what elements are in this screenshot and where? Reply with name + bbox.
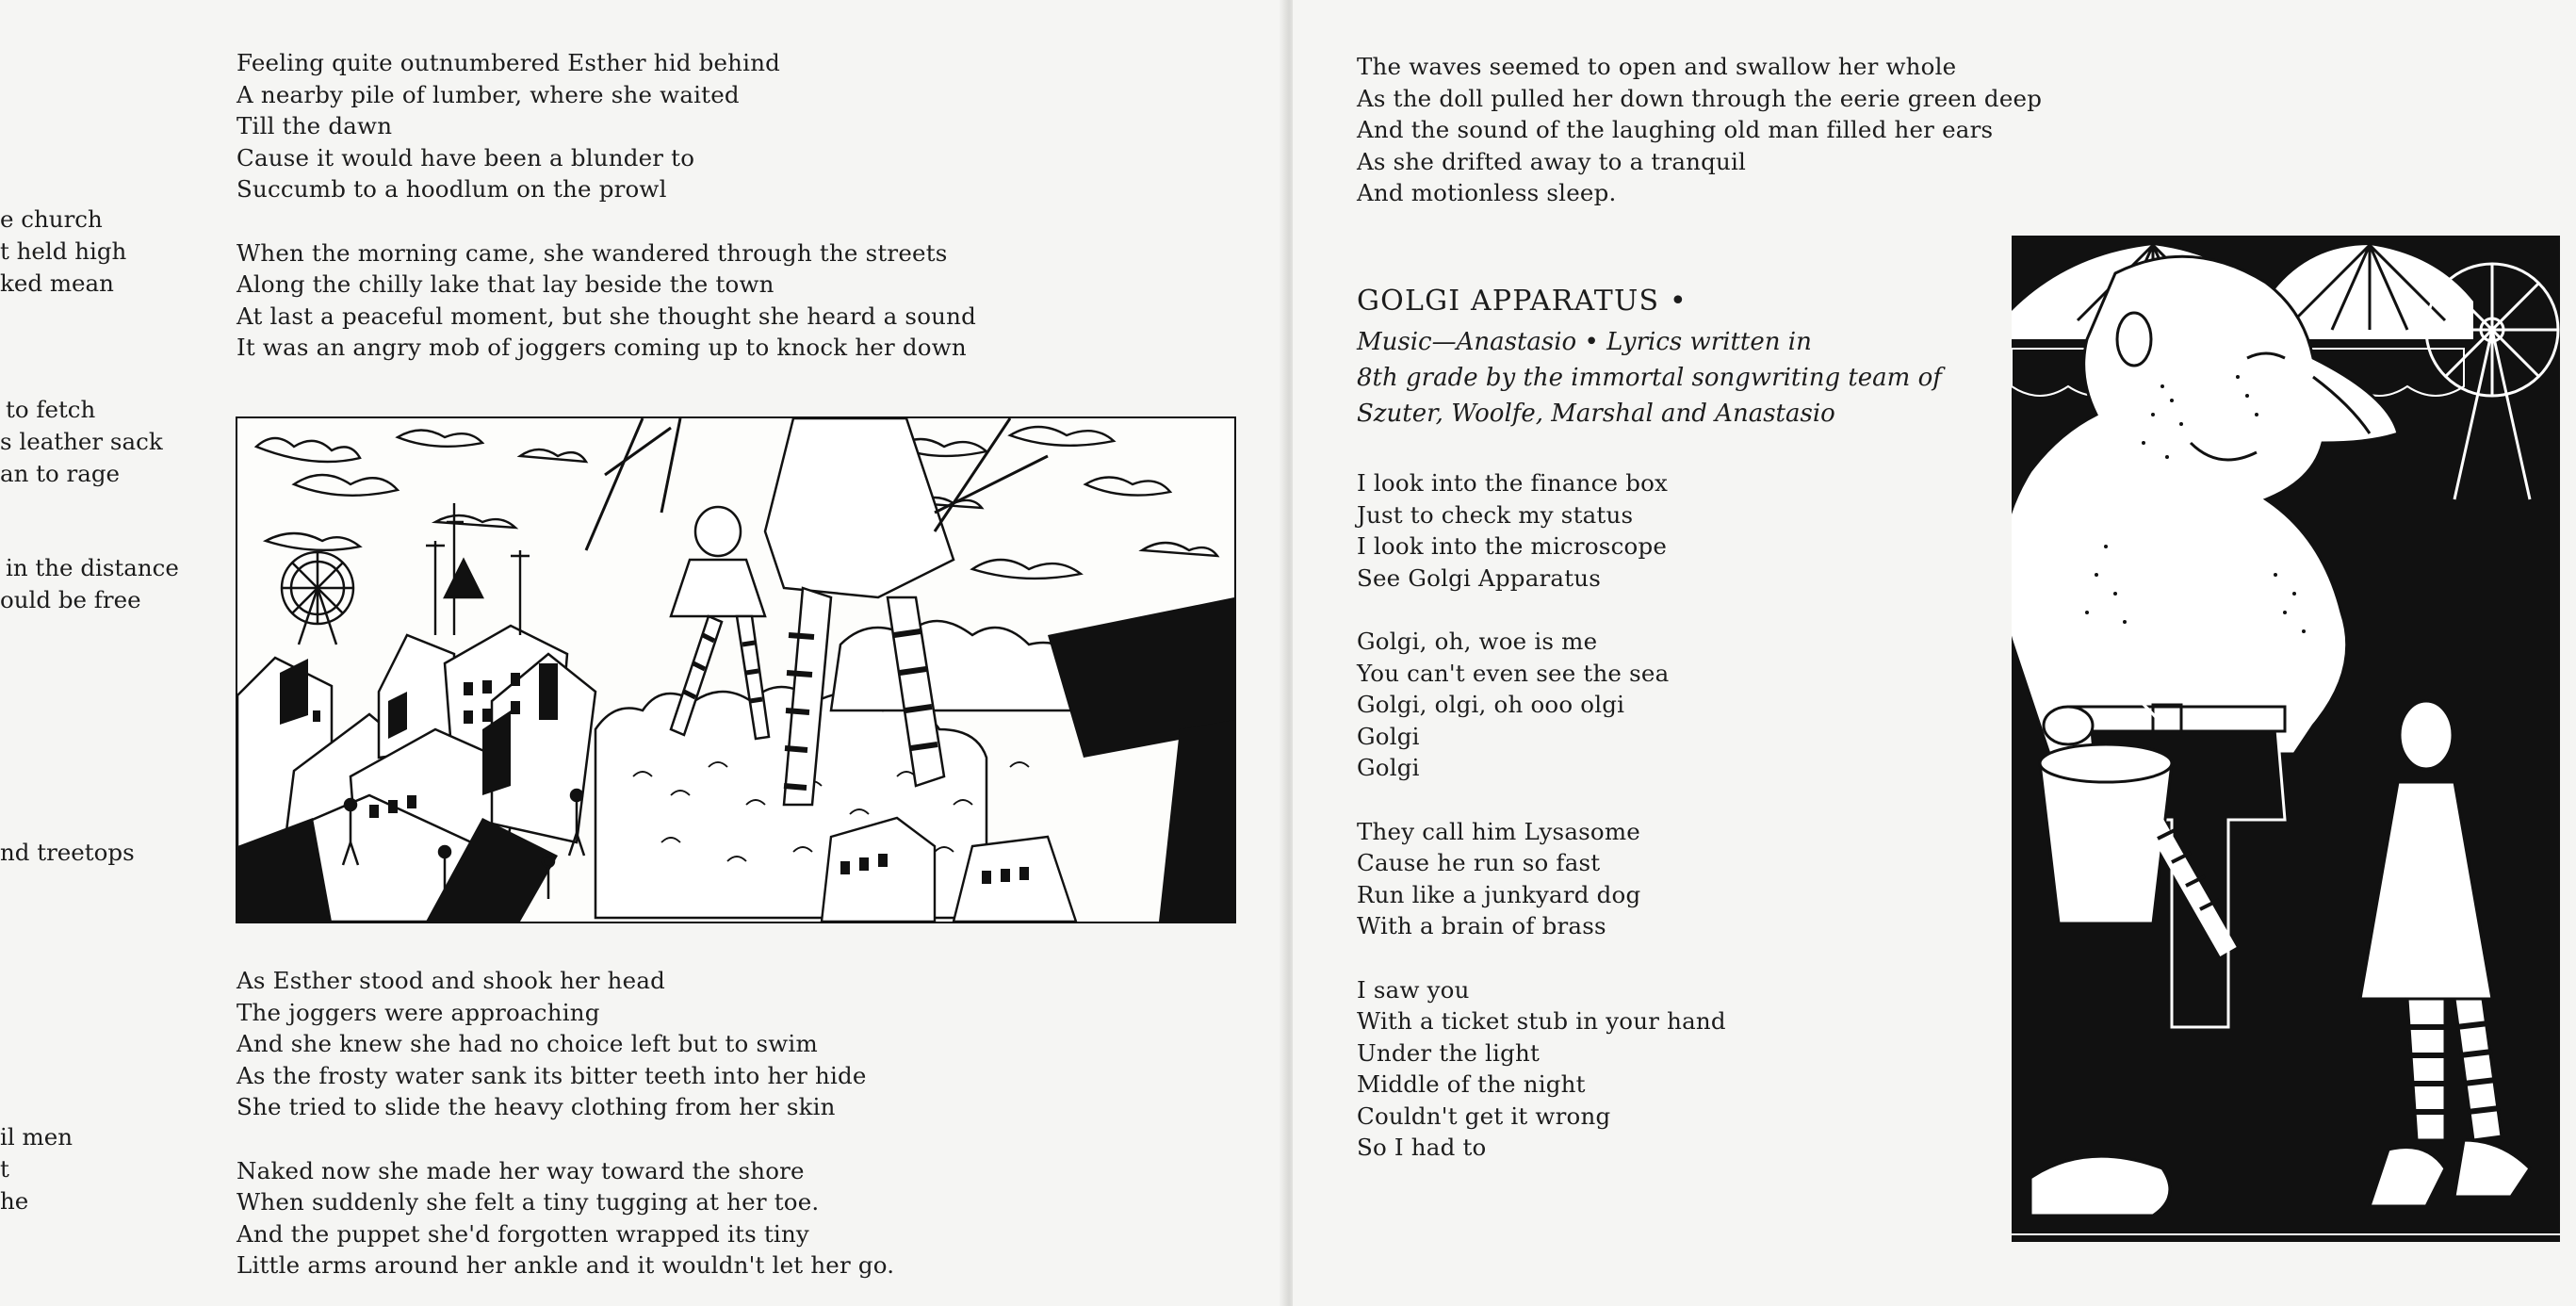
lyric-line: With a brain of brass xyxy=(1357,912,1606,940)
lyric-line: It was an angry mob of joggers coming up to knock her down xyxy=(236,334,967,362)
lyric-line: Cause he run so fast xyxy=(1357,849,1601,877)
lyric-line: Along the chilly lake that lay beside the town xyxy=(236,270,774,299)
lyric-line: And the puppet she'd forgotten wrapped its tiny xyxy=(236,1219,809,1248)
credit-line: Szuter, Woolfe, Marshal and Anastasio xyxy=(1357,400,1835,428)
lyric-line: Golgi, oh, woe is me xyxy=(1357,627,1598,655)
cut-fragment: nd treetops xyxy=(0,839,135,866)
cut-fragment: s leather sack xyxy=(0,428,163,455)
lyric-line: As Esther stood and shook her head xyxy=(236,967,666,994)
lyric-line: The joggers were approaching xyxy=(236,998,600,1026)
lyric-line: Run like a junkyard dog xyxy=(1357,880,1641,908)
lyric-line: At last a peaceful moment, but she thought she heard a sound xyxy=(236,302,976,330)
lyric-line: Succumb to a hoodlum on the prowl xyxy=(236,175,667,204)
song-title: GOLGI APPARATUS • xyxy=(1357,285,1687,318)
lyric-line: Feeling quite outnumbered Esther hid behind xyxy=(236,49,781,76)
lyric-line: The waves seemed to open and swallow her whole xyxy=(1357,53,1957,80)
lyrics-stanza xyxy=(236,965,894,1282)
cut-fragment: an to rage xyxy=(0,460,121,487)
cut-fragment: to fetch xyxy=(6,396,96,423)
cut-fragment: il men xyxy=(0,1123,73,1151)
lyrics-stanza xyxy=(1357,51,2042,209)
cut-fragment: t xyxy=(0,1155,9,1183)
cut-fragment: e church xyxy=(0,205,103,233)
lyric-line: Naked now she made her way toward the shore xyxy=(236,1156,805,1184)
lyric-line: They call him Lysasome xyxy=(1357,817,1640,845)
city-illustration xyxy=(236,416,1236,923)
lyric-line: And motionless sleep. xyxy=(1357,179,1617,207)
lyric-line: When suddenly she felt a tiny tugging at her toe. xyxy=(236,1188,820,1216)
right-page xyxy=(1293,0,2576,1306)
lyric-line: I saw you xyxy=(1357,975,1470,1004)
lyric-line: Golgi xyxy=(1357,722,1420,750)
lyric-line: As the frosty water sank its bitter teeth into her hide xyxy=(236,1061,867,1089)
lyric-line: Little arms around her ankle and it wouldn't let her go. xyxy=(236,1251,895,1280)
lyric-line: I look into the finance box xyxy=(1357,469,1669,497)
cut-fragment: t held high xyxy=(0,237,127,265)
lyric-line: Middle of the night xyxy=(1357,1070,1586,1099)
lyric-line: When the morning came, she wandered through the streets xyxy=(236,238,948,267)
lyric-line: And she knew she had no choice left but to swim xyxy=(236,1030,818,1058)
lyric-line: Cause it would have been a blunder to xyxy=(236,143,695,171)
lyric-line: Just to check my status xyxy=(1357,500,1634,529)
lyric-line: See Golgi Apparatus xyxy=(1357,563,1602,592)
lyric-line: Under the light xyxy=(1357,1038,1540,1067)
lyric-line: Golgi, olgi, oh ooo olgi xyxy=(1357,691,1625,719)
left-page xyxy=(0,0,1287,1306)
cut-fragment: ked mean xyxy=(0,269,114,297)
credit-line: 8th grade by the immortal songwriting team of xyxy=(1357,364,1942,392)
credit-line: Music—Anastasio • Lyrics written in xyxy=(1357,328,1812,356)
lyric-line: She tried to slide the heavy clothing from her skin xyxy=(236,1093,836,1121)
lyric-line: And the sound of the laughing old man filled her ears xyxy=(1357,116,1994,144)
lyric-line: Till the dawn xyxy=(236,112,393,140)
lyric-line: Couldn't get it wrong xyxy=(1357,1102,1611,1130)
lyric-line: As the doll pulled her down through the eerie green deep xyxy=(1357,84,2043,112)
lyrics-stanza xyxy=(1357,467,1726,1164)
lyric-line: So I had to xyxy=(1357,1134,1487,1162)
lyric-line: You can't even see the sea xyxy=(1357,659,1670,687)
lyric-line: I look into the microscope xyxy=(1357,532,1668,561)
lyric-line: With a ticket stub in your hand xyxy=(1357,1007,1726,1036)
cut-fragment: in the distance xyxy=(6,554,179,581)
cut-fragment: he xyxy=(0,1187,29,1215)
lyrics-stanza xyxy=(236,47,976,364)
lyric-line: A nearby pile of lumber, where she waited xyxy=(236,80,740,108)
carnival-illustration xyxy=(2012,236,2560,1242)
lyric-line: As she drifted away to a tranquil xyxy=(1357,147,1747,175)
cut-fragment: ould be free xyxy=(0,586,141,613)
lyric-line: Golgi xyxy=(1357,754,1420,782)
song-credits xyxy=(1357,324,1942,432)
